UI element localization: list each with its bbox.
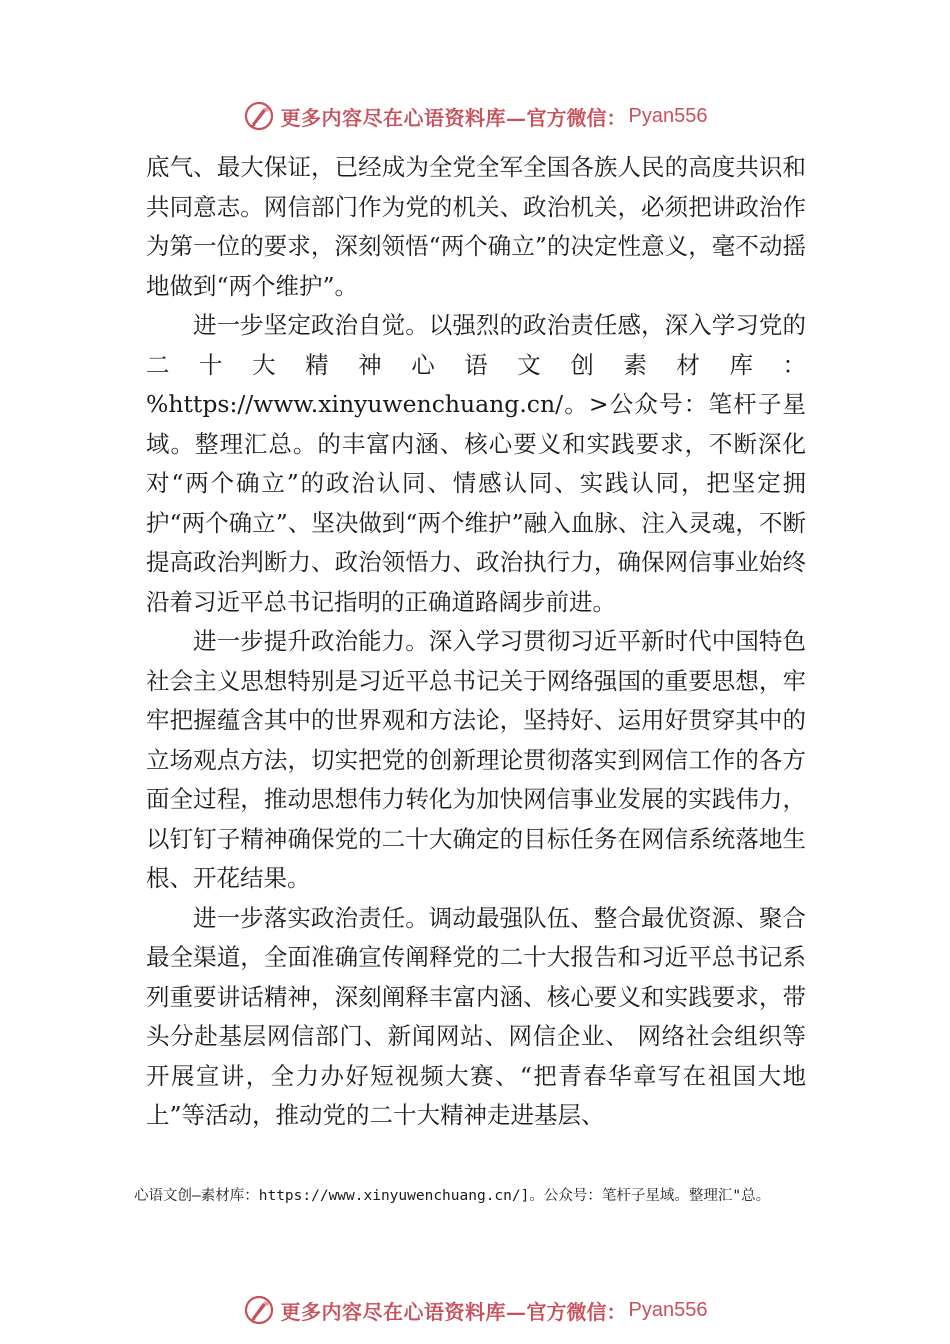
contact-id: Pyan556	[628, 104, 708, 127]
paragraph-1: 底气、最大保证，已经成为全党全军全国各族人民的高度共识和共同意志。网信部门作为党的机关、政治机关，必须把讲政治作为第一位的要求，深刻领悟“两个确立”的决定性意义，毫不动摇地做到“两个维护”。	[146, 153, 806, 300]
banner-text: 更多内容尽在心语资料库—	[280, 1299, 527, 1324]
paragraph-4: 进一步落实政治责任。调动最强队伍、整合最优资源、聚合最全渠道，全面准确宣传阐释党的二十大报告和习近平总书记系列重要讲话精神，深刻阐释丰富内涵、核心要义和实践要求，带头分赴基层网信部门、新闻网站、网信企业、 网络社会组织等开展宣讲，全力办好短视频大赛、“把青春华章写在祖国大地上”等活动，推动党的二十大精神走进基层、	[146, 903, 806, 1129]
paragraph-2: 进一步坚定政治自觉。以强烈的政治责任感，深入学习党的二十大精神心语文创素材库：%https://www.xinyuwenchuang.cn/。>公众号：笔杆子星域。整理汇总。的丰富内涵、核心要义和实践要求，不断深化对“两个确立”的政治认同、情感认同、实践认同，把坚定拥护“两个确立”、坚决做到“两个维护”融入血脉、注入灵魂，不断提高政治判断力、政治领悟力、政治执行力，确保网信事业始终沿着习近平总书记指明的正确道路阔步前进。	[146, 311, 806, 616]
document-body	[146, 148, 806, 1136]
paragraph-3: 进一步提升政治能力。深入学习贯彻习近平新时代中国特色社会主义思想特别是习近平总书记关于网络强国的重要思想，牢牢把握蕴含其中的世界观和方法论，坚持好、运用好贯穿其中的立场观点方法，切实把党的创新理论贯彻落实到网信工作的各方面全过程，推动思想伟力转化为加快网信事业发展的实践伟力，以钉钉子精神确保党的二十大确定的目标任务在网信系统落地生根、开花结果。	[146, 627, 806, 892]
feather-pen-logo-icon	[243, 1294, 275, 1326]
footnote: 心语文创—素材库：https://www.xinyuwenchuang.cn/]。公众号：笔杆子星域。整理汇"总。	[134, 1188, 771, 1204]
header-banner	[0, 96, 950, 136]
banner-text: 更多内容尽在心语资料库—	[280, 105, 527, 130]
contact-id: Pyan556	[628, 1298, 708, 1321]
feather-pen-logo-icon	[243, 100, 275, 132]
footer-banner	[0, 1290, 950, 1330]
contact-label: 官方微信：	[526, 1299, 627, 1324]
contact-label: 官方微信：	[526, 105, 627, 130]
